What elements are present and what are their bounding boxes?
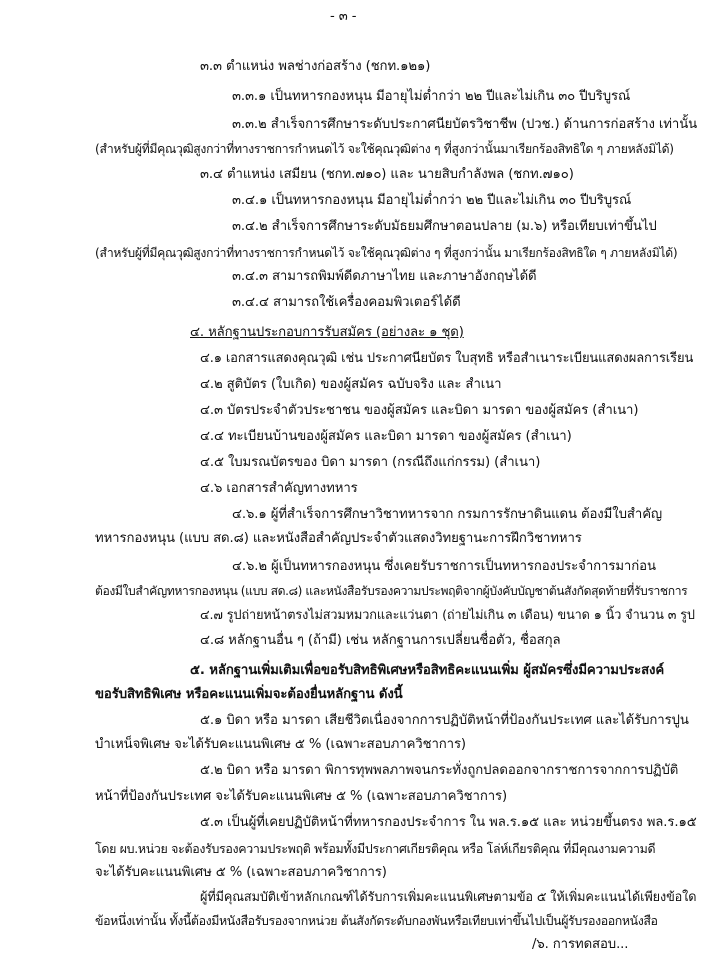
text-line: จะได้รับคะแนนพิเศษ ๕ % (เฉพาะสอบภาควิชาการ) (95, 865, 387, 880)
text-line: ๓.๔ ตำแหน่ง เสมียน (ชกท.๗๑๐) และ นายสิบกำลังพล (ชกท.๗๑๐) (200, 167, 574, 182)
text-line: ๓.๓.๑ เป็นทหารกองหนุน มีอายุไม่ต่ำกว่า ๒๒ ปีและไม่เกิน ๓๐ ปีบริบูรณ์ (232, 89, 631, 104)
text-line: ๔.๕ ใบมรณบัตรของ บิดา มารดา (กรณีถึงแก่กรรม) (สำเนา) (200, 455, 541, 470)
continuation-note: /๖. การทดสอบ... (532, 937, 629, 952)
text-line: ๔.๘ หลักฐานอื่น ๆ (ถ้ามี) เช่น หลักฐานการเปลี่ยนชื่อตัว, ชื่อสกุล (200, 633, 561, 648)
text-line: ข้อหนึ่งเท่านั้น ทั้งนี้ต้องมีหนังสือรับรองจากหน่วย ต้นสังกัดระดับกองพันหรือเทียบเท่าขึ้นไปเป็นผู้รับรองออกหนังสือ (95, 913, 658, 928)
text-line: หน้าที่ป้องกันประเทศ จะได้รับคะแนนพิเศษ ๕ % (เฉพาะสอบภาควิชาการ) (95, 789, 508, 804)
page-number: - ๓ - (330, 9, 357, 24)
text-line: ๔.๒ สูติบัตร (ใบเกิด) ของผู้สมัคร ฉบับจริง และ สำเนา (200, 377, 502, 392)
text-line: ขอรับสิทธิพิเศษ หรือคะแนนเพิ่มจะต้องยื่นหลักฐาน ดังนี้ (95, 687, 403, 702)
text-line: ๓.๔.๓ สามารถพิมพ์ดีดภาษาไทย และภาษาอังกฤษได้ดี (232, 269, 537, 284)
text-line: ๓.๓ ตำแหน่ง พลช่างก่อสร้าง (ชกท.๑๒๑) (200, 59, 431, 74)
text-line: ๔.๗ รูปถ่ายหน้าตรงไม่สวมหมวกและแว่นตา (ถ่ายไม่เกิน ๓ เดือน) ขนาด ๑ นิ้ว จำนวน ๓ รูป (200, 607, 695, 622)
text-line: ๔.๖.๑ ผู้ที่สำเร็จการศึกษาวิชาทหารจาก กรมการรักษาดินแดน ต้องมีใบสำคัญ (232, 507, 663, 522)
text-line: ๕.๑ บิดา หรือ มารดา เสียชีวิตเนื่องจากการปฏิบัติหน้าที่ป้องกันประเทศ และได้รับการปูน (200, 713, 689, 728)
text-line: โดย ผบ.หน่วย จะต้องรับรองความประพฤติ พร้อมทั้งมีประกาศเกียรติคุณ หรือ โล่ห์เกียรติคุณ ที่มีคุณงามความดี (95, 841, 656, 856)
text-line: ต้องมีใบสำคัญทหารกองหนุน (แบบ สด.๘) และหนังสือรับรองความประพฤติจากผู้บังคับบัญชาต้นสังกัดสุดท้ายที่รับราชการ (95, 584, 688, 598)
text-line: (สำหรับผู้ที่มีคุณวุฒิสูงกว่าที่ทางราชการกำหนดไว้ จะใช้คุณวุฒิต่าง ๆ ที่สูงกว่านั้น มาเรียกร้องสิทธิใด ๆ ภายหลังมิได้) (95, 246, 678, 260)
text-line: บำเหน็จพิเศษ จะได้รับคะแนนพิเศษ ๕ % (เฉพาะสอบภาควิชาการ) (95, 737, 466, 752)
text-line: ๓.๔.๑ เป็นทหารกองหนุน มีอายุไม่ต่ำกว่า ๒๒ ปีและไม่เกิน ๓๐ ปีบริบูรณ์ (232, 193, 632, 208)
text-line: ๓.๔.๒ สำเร็จการศึกษาระดับมัธยมศึกษาตอนปลาย (ม.๖) หรือเทียบเท่าขึ้นไป (232, 219, 657, 234)
text-line: ๓.๔.๔ สามารถใช้เครื่องคอมพิวเตอร์ได้ดี (232, 295, 461, 310)
text-line: (สำหรับผู้ที่มีคุณวุฒิสูงกว่าที่ทางราชการกำหนดไว้ จะใช้คุณวุฒิต่าง ๆ ที่สูงกว่านั้นมาเรียกร้องสิทธิใด ๆ ภายหลังมิได้) (95, 142, 674, 156)
text-line: ๔.๓ บัตรประจำตัวประชาชน ของผู้สมัคร และบิดา มารดา ของผู้สมัคร (สำเนา) (200, 403, 639, 418)
text-line: ๔.๔ ทะเบียนบ้านของผู้สมัคร และบิดา มารดา ของผู้สมัคร (สำเนา) (200, 429, 572, 444)
text-line: ผู้ที่มีคุณสมบัติเข้าหลักเกณฑ์ได้รับการเพิ่มคะแนนพิเศษตามข้อ ๕ ให้เพิ่มคะแนนได้เพียงข้อใด (200, 889, 697, 904)
text-line: ๔.๖.๒ ผู้เป็นทหารกองหนุน ซึ่งเคยรับราชการเป็นทหารกองประจำการมาก่อน (232, 559, 656, 574)
text-line: ๕.๒ บิดา หรือ มารดา พิการทุพพลภาพจนกระทั่งถูกปลดออกจากราชการจากการปฏิบัติ (200, 763, 679, 778)
text-line: ๕.๓ เป็นผู้ที่เคยปฏิบัติหน้าที่ทหารกองประจำการ ใน พล.ร.๑๕ และ หน่วยขึ้นตรง พล.ร.๑๕ (200, 815, 697, 830)
text-line: ๓.๓.๒ สำเร็จการศึกษาระดับประกาศนียบัตรวิชาชีพ (ปวช.) ด้านการก่อสร้าง เท่านั้น (232, 117, 698, 132)
section-heading: ๔. หลักฐานประกอบการรับสมัคร (อย่างละ ๑ ชุด) (190, 325, 464, 340)
section-heading: ๕. หลักฐานเพิ่มเติมเพื่อขอรับสิทธิพิเศษหรือสิทธิคะแนนเพิ่ม ผู้สมัครซึ่งมีความประสงค์ (190, 663, 665, 678)
text-line: ๔.๑ เอกสารแสดงคุณวุฒิ เช่น ประกาศนียบัตร ใบสุทธิ หรือสำเนาระเบียนแสดงผลการเรียน (200, 351, 694, 366)
text-line: ๔.๖ เอกสารสำคัญทางทหาร (200, 481, 358, 496)
text-line: ทหารกองหนุน (แบบ สด.๘) และหนังสือสำคัญประจำตัวแสดงวิทยฐานะการฝึกวิชาทหาร (95, 531, 582, 546)
